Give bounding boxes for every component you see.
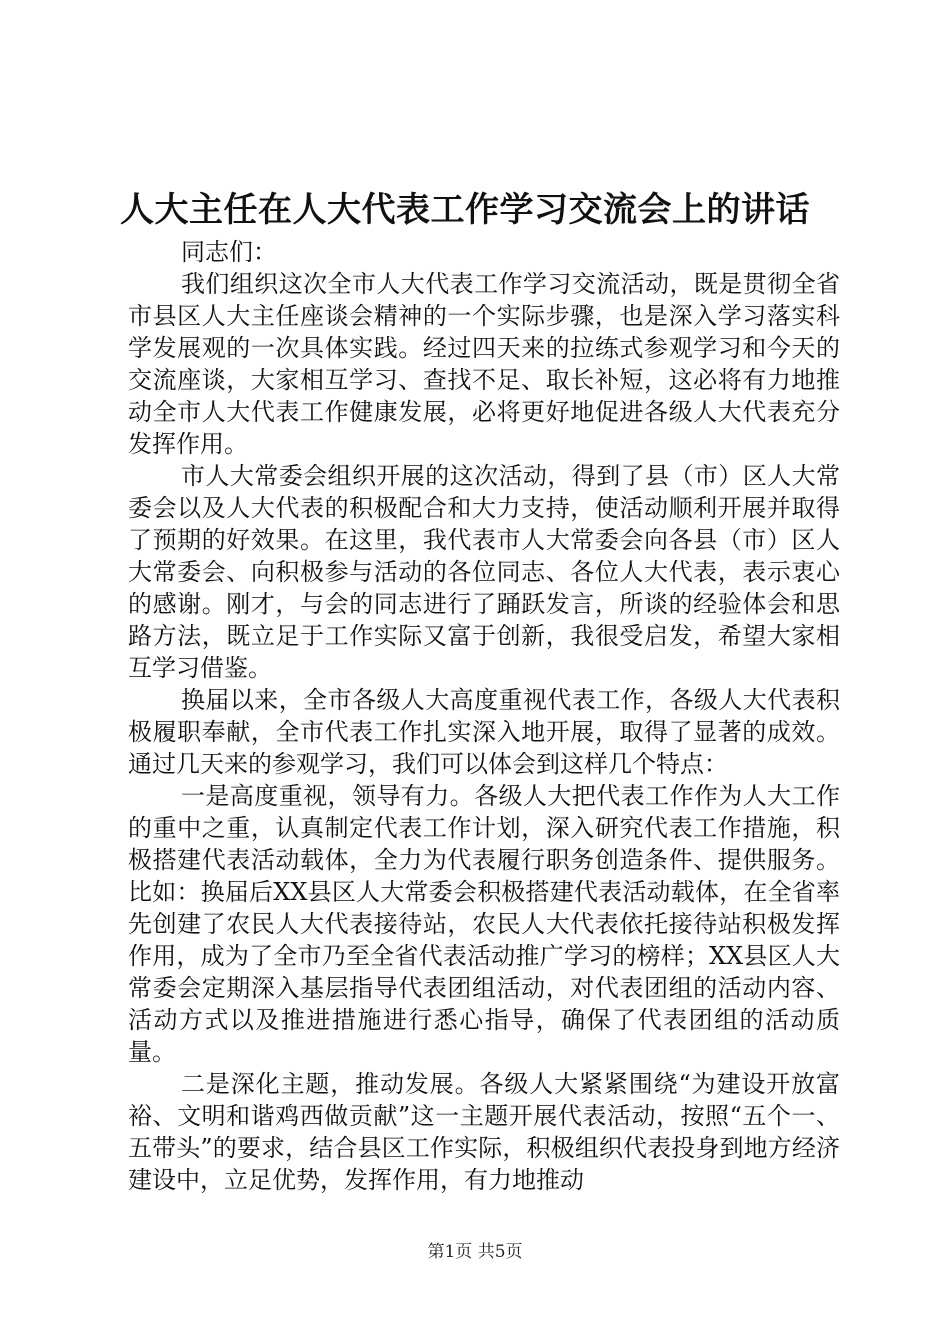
paragraph-5: 二是深化主题，推动发展。各级人大紧紧围绕“为建设开放富裕、文明和谐鸡西做贡献”这一主题开展代表活动，按照“五个一、五带头”的要求，结合县区工作实际，积极组织代表投身到地方经济建设中，立足优势，发挥作用，有力地推动	[128, 1070, 840, 1194]
paragraph-4: 一是高度重视，领导有力。各级人大把代表工作作为人大工作的重中之重，认真制定代表工作计划，深入研究代表工作措施，积极搭建代表活动载体，全力为代表履行职务创造条件、提供服务。比如：换届后XX县区人大常委会积极搭建代表活动载体，在全省率先创建了农民人大代表接待站，农民人大代表依托接待站积极发挥作用，成为了全市乃至全省代表活动推广学习的榜样；XX县区人大常委会定期深入基层指导代表团组活动，对代表团组的活动内容、活动方式以及推进措施进行悉心指导，确保了代表团组的活动质量。	[128, 782, 840, 1066]
document-title: 人大主任在人大代表工作学习交流会上的讲话	[120, 190, 810, 230]
document-body	[128, 236, 840, 1196]
paragraph-2: 市人大常委会组织开展的这次活动，得到了县（市）区人大常委会以及人大代表的积极配合和大力支持，使活动顺利开展并取得了预期的好效果。在这里，我代表市人大常委会向各县（市）区人大常委会、向积极参与活动的各位同志、各位人大代表，表示衷心的感谢。刚才，与会的同志进行了踊跃发言，所谈的经验体会和思路方法，既立足于工作实际又富于创新，我很受启发，希望大家相互学习借鉴。	[128, 462, 840, 682]
salutation: 同志们：	[181, 238, 277, 266]
paragraph-1: 我们组织这次全市人大代表工作学习交流活动，既是贯彻全省市县区人大主任座谈会精神的一个实际步骤，也是深入学习落实科学发展观的一次具体实践。经过四天来的拉练式参观学习和今天的交流座谈，大家相互学习、查找不足、取长补短，这必将有力地推动全市人大代表工作健康发展，必将更好地促进各级人大代表充分发挥作用。	[128, 270, 840, 458]
paragraph-3: 换届以来，全市各级人大高度重视代表工作，各级人大代表积极履职奉献，全市代表工作扎实深入地开展，取得了显著的成效。通过几天来的参观学习，我们可以体会到这样几个特点：	[128, 686, 840, 778]
page-footer: 第1页 共5页	[427, 1242, 523, 1262]
